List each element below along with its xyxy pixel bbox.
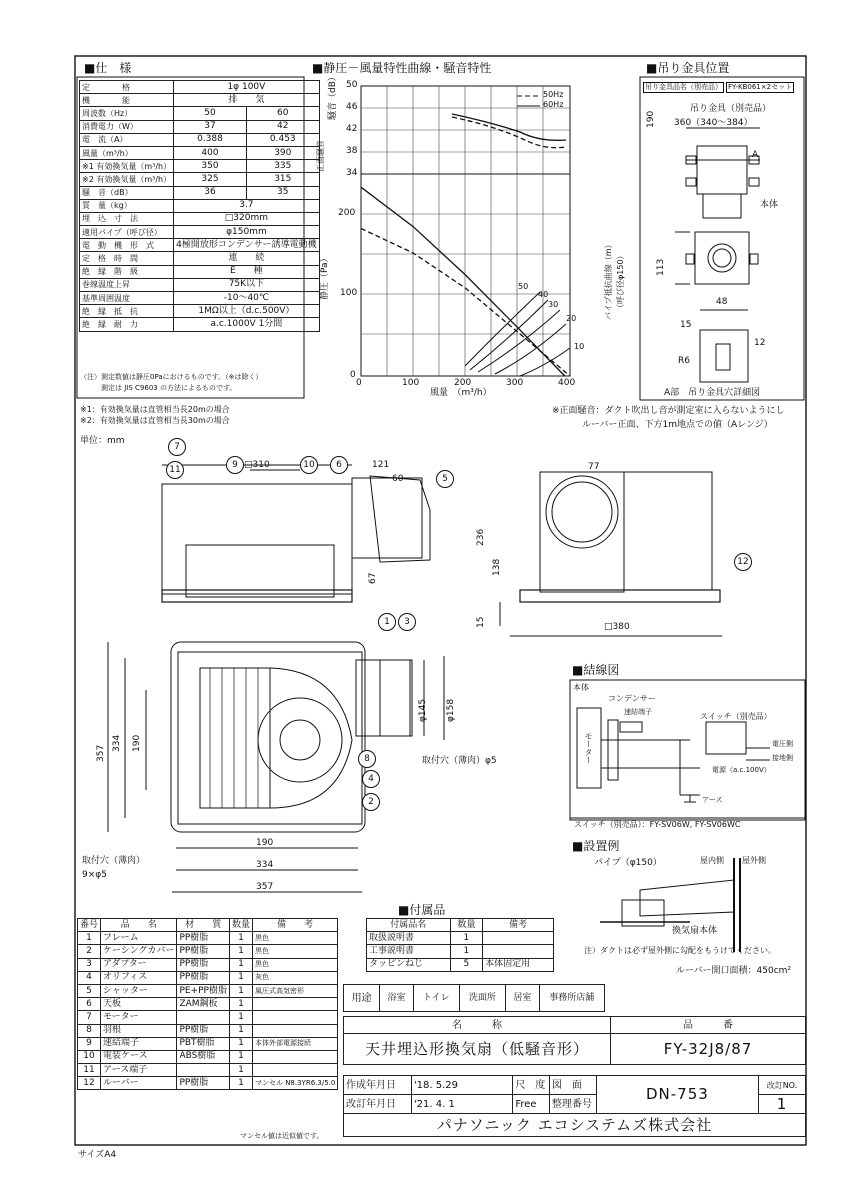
parts-cell: 1 [229,932,252,945]
parts-row [78,984,338,997]
spec-value: 35 [246,186,319,199]
dim-190-h: 190 [256,838,274,848]
spec-value: 排 気 [174,94,320,107]
x-tick: 300 [506,378,524,388]
spec-row [80,252,320,265]
spec-label: 定 格 [80,81,174,94]
acc-row [367,958,554,971]
pipe-curve-label2: （呼び径φ150） [616,251,625,312]
parts-header: 品 名 [101,919,177,932]
title-block [343,1016,806,1065]
parts-row [78,1024,338,1037]
spec-value: 3.7 [174,199,320,212]
parts-cell: PP樹脂 [177,1077,230,1090]
pressure-tick: 100 [340,288,358,298]
hanger-dim-15: 15 [680,320,692,330]
spec-label: 絶 縁 耐 力 [80,318,174,331]
acc-cell: 1 [450,932,483,945]
dim-357-v: 357 [96,744,106,762]
parts-cell: PP樹脂 [177,945,230,958]
noise-axis-label: 騒音（dB） [328,72,338,120]
parts-cell: 7 [78,1011,101,1024]
spec-foot1: ※1：有効換気量は直管相当長20mの場合 [80,405,230,414]
accessories-heading: ■付属品 [398,903,446,917]
noise-side-label: 正面騒音 [316,140,325,172]
accessories-table [366,918,554,972]
install-body: 換気扇本体 [672,926,718,936]
parts-cell: 黒色 [252,958,337,971]
spec-label: 埋 込 寸 法 [80,212,174,225]
spec-value: 37 [174,120,247,133]
x-tick: 400 [558,378,576,388]
dim-138: 138 [492,558,502,576]
hanger-heading: ■吊り金具位置 [646,61,730,75]
parts-cell: 12 [78,1077,101,1090]
usage-label: 用途 [344,985,380,1012]
series-line-60Hz [361,187,565,376]
callout-1: 1 [378,613,396,631]
parts-row [78,971,338,984]
dim-310: □310 [244,460,270,470]
parts-cell: 1 [229,1064,252,1077]
acc-cell [483,932,554,945]
spec-heading: ■仕 様 [84,61,132,75]
parts-cell: 11 [78,1064,101,1077]
spec-label: 風量（m³/h） [80,146,174,159]
acc-header: 付属品名 [367,919,451,932]
hole-label: 取付穴（薄肉）φ5 [422,756,497,766]
install-note: 注）ダクトは必ず屋外側に勾配をもうけてください。 [584,946,776,955]
parts-cell: マンセル N8.3YR6.3/5.0 [252,1077,337,1090]
scale-label: 尺 度 [513,1076,550,1095]
noise-tick: 38 [346,146,358,156]
rev-label: 改訂NO. [758,1076,805,1095]
spec-row [80,292,320,305]
dim-334-h: 334 [256,860,274,870]
parts-cell: 1 [229,998,252,1011]
parts-cell: シャッター [101,984,177,997]
parts-cell [252,1024,337,1037]
pipe-len-30: 30 [548,300,559,309]
spec-value: 400 [174,146,247,159]
callout-3: 3 [398,613,416,631]
hanger-dim-113: 113 [656,258,666,276]
dim-236: 236 [476,528,486,546]
spec-value: 50 [174,107,247,120]
parts-cell: PP樹脂 [177,958,230,971]
usage-table [343,984,605,1012]
acc-cell: 5 [450,958,483,971]
wiring-terminal: 速結端子 [624,708,652,716]
usage-item: 洗面所 [459,985,506,1012]
hanger-dim-12: 12 [754,338,766,348]
acc-cell: 1 [450,945,483,958]
parts-header: 材 質 [177,919,230,932]
parts-cell: アース端子 [101,1064,177,1077]
parts-row [78,945,338,958]
x-tick: 100 [402,378,420,388]
dim-380: □380 [604,622,630,632]
install-heading: ■設置例 [572,839,620,853]
arrange-label: 整理番号 [549,1095,596,1114]
created-label: 作成年月日 [344,1076,412,1095]
parts-cell: 羽根 [101,1024,177,1037]
spec-note1: （注）測定数値は静圧0Paにおけるものです。（※は除く） [80,373,263,381]
spec-value: 75K以下 [174,278,320,291]
hanger-mark-a: A [752,150,759,160]
acc-cell: 取扱説明書 [367,932,451,945]
parts-cell [177,1011,230,1024]
x-tick: 200 [454,378,472,388]
parts-cell: ABS樹脂 [177,1050,230,1063]
spec-label: ※1 有効換気量（m³/h） [80,160,174,173]
noise-tick: 46 [346,102,358,112]
dim-145: φ145 [418,698,428,722]
parts-cell: 1 [229,984,252,997]
drawing-no: DN-753 [596,1076,758,1114]
hole-label3: 9×φ5 [82,870,107,880]
hanger-label1: 吊り金具（別売品） [690,104,772,114]
pipe-len-10: 10 [574,342,585,351]
dim-67: 67 [368,572,378,584]
pipe-len-50: 50 [518,282,529,291]
parts-cell: 黒色 [252,932,337,945]
parts-header-row [78,919,338,932]
parts-cell [252,998,337,1011]
munsell-note: マンセル値は近似値です。 [240,1132,324,1140]
parts-row [78,998,338,1011]
scale-value: Free [513,1095,550,1114]
callout-5: 5 [436,470,454,488]
spec-label: 絶 縁 抵 抗 [80,305,174,318]
noise-tick: 42 [346,124,358,134]
parts-cell: ケーシングカバー [101,945,177,958]
rev-no: 1 [758,1095,805,1114]
spec-label: 周波数（Hz） [80,107,174,120]
parts-row [78,958,338,971]
spec-value: a.c.1000V 1分間 [174,318,320,331]
spec-row [80,226,320,239]
parts-cell [252,1050,337,1063]
wiring-body: 本体 [573,683,589,692]
spec-value: 42 [246,120,319,133]
callout-9: 9 [226,456,244,474]
spec-label: 質 量（kg） [80,199,174,212]
spec-value: 1φ 100V [174,81,320,94]
parts-cell [252,1064,337,1077]
parts-header: 番号 [78,919,101,932]
hanger-dim-190: 190 [646,110,656,128]
parts-table [77,918,338,1090]
parts-header: 数量 [229,919,252,932]
usage-row [344,985,605,1012]
parts-cell: 1 [78,932,101,945]
callout-6: 6 [330,456,348,474]
parts-cell: 8 [78,1024,101,1037]
hanger-label2: 本体 [760,200,779,210]
parts-cell: 1 [229,1011,252,1024]
parts-cell: モーター [101,1011,177,1024]
spec-value: 335 [246,160,319,173]
parts-cell: 黒色 [252,945,337,958]
parts-cell: フレーム [101,932,177,945]
spec-row [80,212,320,225]
parts-cell: ルーバー [101,1077,177,1090]
parts-cell: 1 [229,971,252,984]
usage-item: 事務所店舗 [539,985,604,1012]
parts-cell: ZAM鋼板 [177,998,230,1011]
hanger-dim-360: 360（340〜384） [674,118,753,128]
callout-11: 11 [166,461,184,479]
legend-50hz: 50Hz [543,90,564,99]
product-name: 天井埋込形換気扇（低騒音形） [344,1034,611,1065]
parts-cell [177,1064,230,1077]
title-block-dates [343,1075,806,1137]
install-outdoor: 屋外側 [742,856,766,865]
parts-cell: PP樹脂 [177,1024,230,1037]
callout-8: 8 [358,750,376,768]
paper-size: サイズA4 [78,1150,117,1160]
parts-cell: 6 [78,998,101,1011]
company-name: パナソニック エコシステムズ株式会社 [344,1114,806,1137]
spec-label: 消費電力（W） [80,120,174,133]
spec-value: -10〜40℃ [174,292,320,305]
hanger-part-no: FY-KB061×2セット [728,83,793,91]
spec-label: 騒 音（dB） [80,186,174,199]
callout-2: 2 [362,793,380,811]
spec-row [80,81,320,94]
wiring-heading: ■結線図 [572,663,620,677]
spec-row [80,94,320,107]
spec-row [80,305,320,318]
parts-cell: 1 [229,1037,252,1050]
curve-note1: ※正面騒音：ダクト吹出し音が測定室に入らないようにし [552,406,785,416]
usage-item: 居室 [506,985,539,1012]
parts-row [78,932,338,945]
spec-value: □320mm [174,212,320,225]
dim-60: 60 [392,474,404,484]
spec-label: 適用パイプ（呼び径） [80,226,174,239]
parts-cell: 1 [229,1077,252,1090]
parts-row [78,1064,338,1077]
spec-row [80,199,320,212]
pipe-len-40: 40 [538,290,549,299]
spec-row [80,265,320,278]
legend-60hz: 60Hz [543,100,564,109]
wiring-ground-side: 接地側 [772,754,793,762]
parts-cell: 10 [78,1050,101,1063]
parts-cell: 3 [78,958,101,971]
usage-item: トイレ [413,985,459,1012]
dim-357-h: 357 [256,882,274,892]
spec-row [80,133,320,146]
spec-value: E 種 [174,265,320,278]
install-indoor: 屋内側 [700,856,724,865]
pipe-curve-label: パイプ抵抗曲線（m） [604,240,613,320]
created-date: '18. 5.29 [411,1076,512,1095]
spec-value: 315 [246,173,319,186]
install-louver: ルーバー開口面積：450cm² [676,966,792,976]
dim-334-v: 334 [112,734,122,752]
wiring-motor: モーター [584,732,593,764]
hole-label2: 取付穴（薄肉） [82,856,146,866]
parts-cell [252,1011,337,1024]
acc-cell [483,945,554,958]
wiring-earth: アース [702,796,723,804]
spec-value: 連 続 [174,252,320,265]
spec-row [80,146,320,159]
parts-cell: 5 [78,984,101,997]
spec-value: 390 [246,146,319,159]
spec-note2: 測定は JIS C9603 の方法によるものです。 [80,384,237,392]
parts-cell: オリフィス [101,971,177,984]
acc-row [367,932,554,945]
parts-header: 備 考 [252,919,337,932]
acc-row [367,945,554,958]
wiring-switch: スイッチ（別売品） [700,712,772,721]
spec-value: 0.453 [246,133,319,146]
revised-date: '21. 4. 1 [411,1095,512,1114]
curve-note2: ルーバー正面、下方1m地点での値（Aレンジ） [582,420,773,430]
spec-row [80,318,320,331]
spec-value: φ150mm [174,226,320,239]
parts-cell: 9 [78,1037,101,1050]
parts-cell: PP樹脂 [177,932,230,945]
dim-190-v: 190 [132,734,142,752]
spec-label: 電 動 機 形 式 [80,239,174,252]
spec-label: 絶 縁 階 級 [80,265,174,278]
parts-cell: 1 [229,1024,252,1037]
spec-label: 基準周囲温度 [80,292,174,305]
parts-cell: 灰色 [252,971,337,984]
noise-tick: 50 [346,80,358,90]
spec-label: 定 格 時 間 [80,252,174,265]
hanger-detail: A部 吊り金具穴詳細図 [664,388,761,398]
parts-cell: 本体外部電源接続 [252,1037,337,1050]
parts-cell: 2 [78,945,101,958]
parts-cell: 1 [229,958,252,971]
callout-10: 10 [300,456,318,474]
parts-row [78,1037,338,1050]
parts-cell: PBT樹脂 [177,1037,230,1050]
acc-header: 備考 [483,919,554,932]
usage-item: 浴室 [380,985,413,1012]
spec-label: 機 能 [80,94,174,107]
spec-label: 電 流（A） [80,133,174,146]
parts-row [78,1077,338,1090]
acc-cell: 工事説明書 [367,945,451,958]
wiring-condenser: コンデンサー [608,694,656,703]
revised-label: 改訂年月日 [344,1095,412,1114]
dim-121: 121 [372,460,390,470]
spec-value: 1MΩ以上（d.c.500V） [174,305,320,318]
spec-label: 巻線温度上昇 [80,278,174,291]
spec-value: 0.388 [174,133,247,146]
spec-row [80,186,320,199]
parts-cell: 1 [229,945,252,958]
acc-header-row [367,919,554,932]
parts-cell: 4 [78,971,101,984]
parts-row [78,1050,338,1063]
parts-cell: PE+PP樹脂 [177,984,230,997]
parts-cell: 速結端子 [101,1037,177,1050]
hanger-dim-r6: R6 [678,356,690,366]
parts-cell: 1 [229,1050,252,1063]
pressure-axis-label: 静圧（Pa） [320,253,330,300]
wiring-switch-part: スイッチ（別売品）：FY-SV06W, FY-SV06WC [574,820,741,829]
parts-cell: アダプター [101,958,177,971]
parts-cell: 風圧式高気密形 [252,984,337,997]
spec-row [80,120,320,133]
spec-value: 36 [174,186,247,199]
wiring-volt: 電圧側 [772,740,793,748]
x-tick: 0 [356,378,362,388]
parts-cell: 電装ケース [101,1050,177,1063]
callout-7: 7 [168,438,186,456]
x-axis-label: 風量 （m³/h） [430,388,492,398]
spec-row [80,278,320,291]
acc-cell: 本体固定用 [483,958,554,971]
name-header: 名 称 [344,1017,611,1034]
hanger-part: 吊り金具品名（別売品） [645,83,722,91]
product-no: FY-32J8/87 [611,1034,806,1065]
number-header: 品 番 [611,1017,806,1034]
pipe-len-20: 20 [566,314,577,323]
parts-row [78,1011,338,1024]
unit-label: 単位：mm [80,436,125,446]
curve-heading: ■静圧－風量特性曲線・騒音特性 [312,61,492,75]
dim-158: φ158 [446,698,456,722]
install-pipe: パイプ（φ150） [594,858,662,868]
spec-value: 325 [174,173,247,186]
chart-series-group [361,187,570,376]
spec-row [80,107,320,120]
spec-value: 350 [174,160,247,173]
series-line-50Hz [361,228,570,376]
dim-77: 77 [588,462,600,472]
spec-row [80,160,320,173]
callout-12: 12 [734,553,752,571]
dim-15: 15 [476,616,486,628]
spec-label: ※2 有効換気量（m³/h） [80,173,174,186]
spec-row [80,173,320,186]
pressure-tick: 200 [338,208,356,218]
parts-cell: PP樹脂 [177,971,230,984]
spec-value: 4極開放形コンデンサー誘導電動機 [174,239,320,252]
wiring-power: 電源（a.c.100V） [712,766,771,774]
spec-row [80,239,320,252]
spec-foot2: ※2：有効換気量は直管相当長30mの場合 [80,416,230,425]
spec-table [79,80,320,332]
acc-header: 数量 [450,919,483,932]
parts-cell: 天板 [101,998,177,1011]
hanger-dim-48: 48 [716,297,728,307]
pressure-tick: 0 [350,370,356,380]
noise-tick: 34 [346,168,358,178]
drawing-label: 図 面 [549,1076,596,1095]
spec-value: 60 [246,107,319,120]
callout-4: 4 [362,770,380,788]
acc-cell: タッピンねじ [367,958,451,971]
